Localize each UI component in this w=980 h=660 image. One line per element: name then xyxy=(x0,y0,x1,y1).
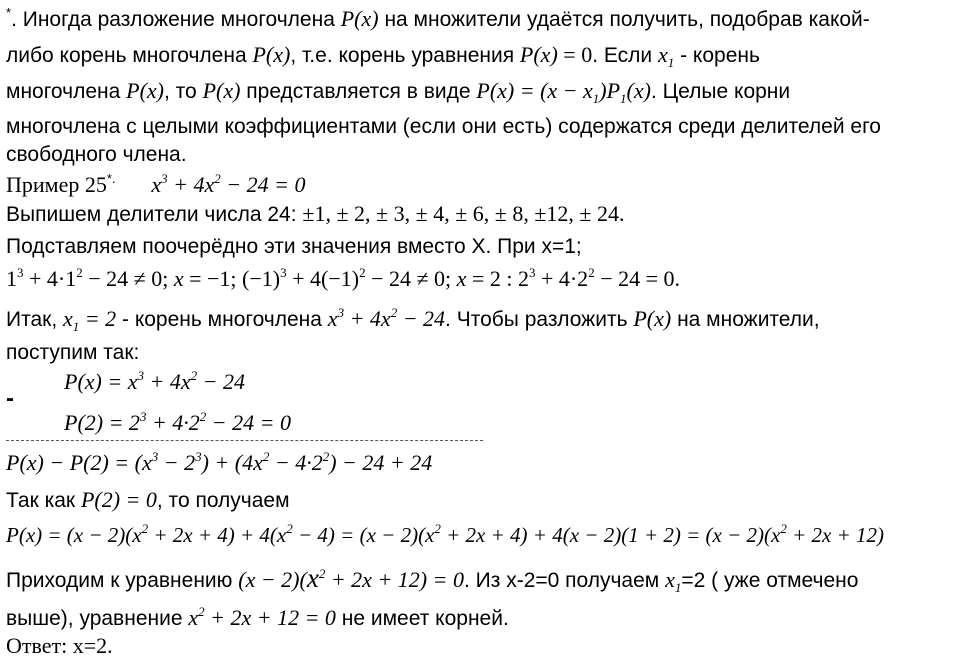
substitute-line: Подставляем поочерёдно эти значения вместо Х. При х=1; xyxy=(6,235,582,258)
example-equation: $x^3 + 4x^2 - 24 = 0$ xyxy=(151,171,306,197)
paragraph-line-3: многочлена P(x), то P(x) представляется в виде $P(x) = (x - x_1)P_1(x)$. Целые корни xyxy=(6,78,791,106)
prihodim-line: Приходим к уравнению $(x - 2)(x^2 + 2x + 12) = 0$. Из х-2=0 получаем $x_1=2$ ( уже отмечено xyxy=(6,563,859,595)
factorization-formula: $P(x) = (x - 2)(x^2 + 2x + 4) + 4(x^2 - 4) = (x - 2)(x^2 + 2x + 4) + 4(x - 2)(1 + 2) = (x - 2)(x^2 + 2x + 12)$ xyxy=(6,521,884,547)
paragraph-line-4: многочлена с целыми коэффициентами (если они есть) содержатся среди делителей его xyxy=(6,115,881,138)
substitution-formula: $1^3 + 4\cdot 1^2 - 24 \ne 0$; x = −1; $(-1)^3 + 4(-1)^2 - 24 \ne 0$; x = 2 : $2^3 + 4\cdot 2^2 - 24 = 0$. xyxy=(6,265,681,291)
itak-line: Итак, $x_1 = 2$ - корень многочлена $x^3 + 4x^2 - 24$. Чтобы разложить P(x) на множители, xyxy=(6,305,820,334)
paragraph-line-2: либо корень многочлена P(x), т.е. корень уравнения P(x) = 0. Если $x_1$ - корень xyxy=(6,42,760,70)
separator-line xyxy=(6,440,483,441)
example-line: Пример 25*. $x^3 + 4x^2 - 24 = 0$ xyxy=(6,171,306,197)
vyshe-line: выше), уравнение $x^2 + 2x + 12 = 0$ не имеет корней. xyxy=(6,604,509,630)
postupim-line: поступим так: xyxy=(6,341,140,364)
formula-Px: P(x) xyxy=(340,6,379,31)
asterisk: * xyxy=(6,5,12,20)
tak-kak-line: Так как P(2) = 0, то получаем xyxy=(6,487,290,512)
divisors-line: Выпишем делители числа 24: ±1, ± 2, ± 3, ± 4, ± 6, ± 8, ±12, ± 24. xyxy=(6,201,625,226)
system-eq-2: $P(2) = 2^3 + 4\cdot 2^2 - 24 = 0$ xyxy=(64,409,291,435)
paragraph-line-1: *. Иногда разложение многочлена P(x) на множители удаётся получить, подобрав какой- xyxy=(6,5,870,31)
difference-equation: $P(x) - P(2) = (x^3 - 2^3) + (4x^2 - 4\cdot 2^2) - 24 + 24$ xyxy=(6,449,433,475)
minus-sign: - xyxy=(6,385,14,412)
answer-line: Ответ: х=2. xyxy=(6,633,113,658)
system-eq-1: $P(x) = x^3 + 4x^2 - 24$ xyxy=(64,368,245,394)
paragraph-line-5: свободного члена. xyxy=(6,143,187,166)
